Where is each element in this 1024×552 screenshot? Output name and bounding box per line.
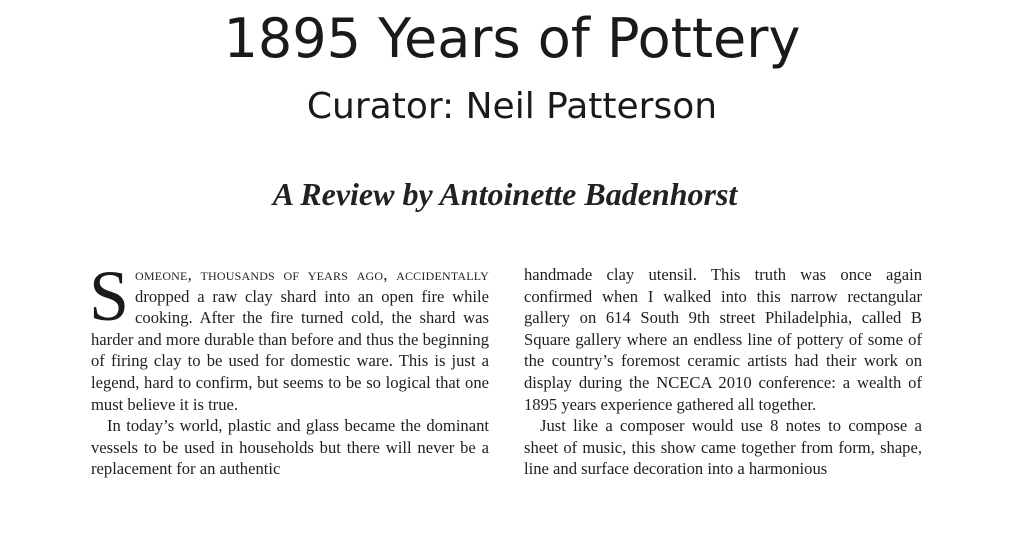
article-title: 1895 Years of Pottery (223, 7, 801, 70)
paragraph-3: handmade clay utensil. This truth was once again confirmed when I walked into this narrow rectangular gallery on 614 South 9th street Philadelphia, called B Square gallery where an endless line of pottery of some of the country’s foremost ceramic artists had their work on display during the NCECA 2010 conference: a wealth of 1895 years experience gathered all together. (524, 265, 922, 414)
lead-in-smallcaps: omeone, thousands of years ago, accidentally (135, 265, 489, 284)
article-column-left (89, 256, 489, 480)
review-byline: A Review by Antoinette Badenhorst (272, 176, 738, 212)
paragraph-1-text: dropped a raw clay shard into an open fire while cooking. After the fire turned cold, the shard was harder and more durable than before and thus the beginning of firing clay to be used for domestic ware. This is just a legend, hard to confirm, but seems to be so logical that one must believe it is true. (91, 286, 489, 414)
curator-line: Curator: Neil Patterson (306, 86, 718, 127)
paragraph-2: In today’s world, plastic and glass became the dominant vessels to be used in households but there will never be a replacement for an authentic (91, 416, 489, 479)
paragraph-1 (89, 256, 489, 415)
article-column-right (524, 264, 922, 480)
drop-cap: S (89, 256, 130, 336)
paragraph-4: Just like a composer would use 8 notes to compose a sheet of music, this show came together from form, shape, line and surface decoration into a harmonious (524, 416, 922, 479)
